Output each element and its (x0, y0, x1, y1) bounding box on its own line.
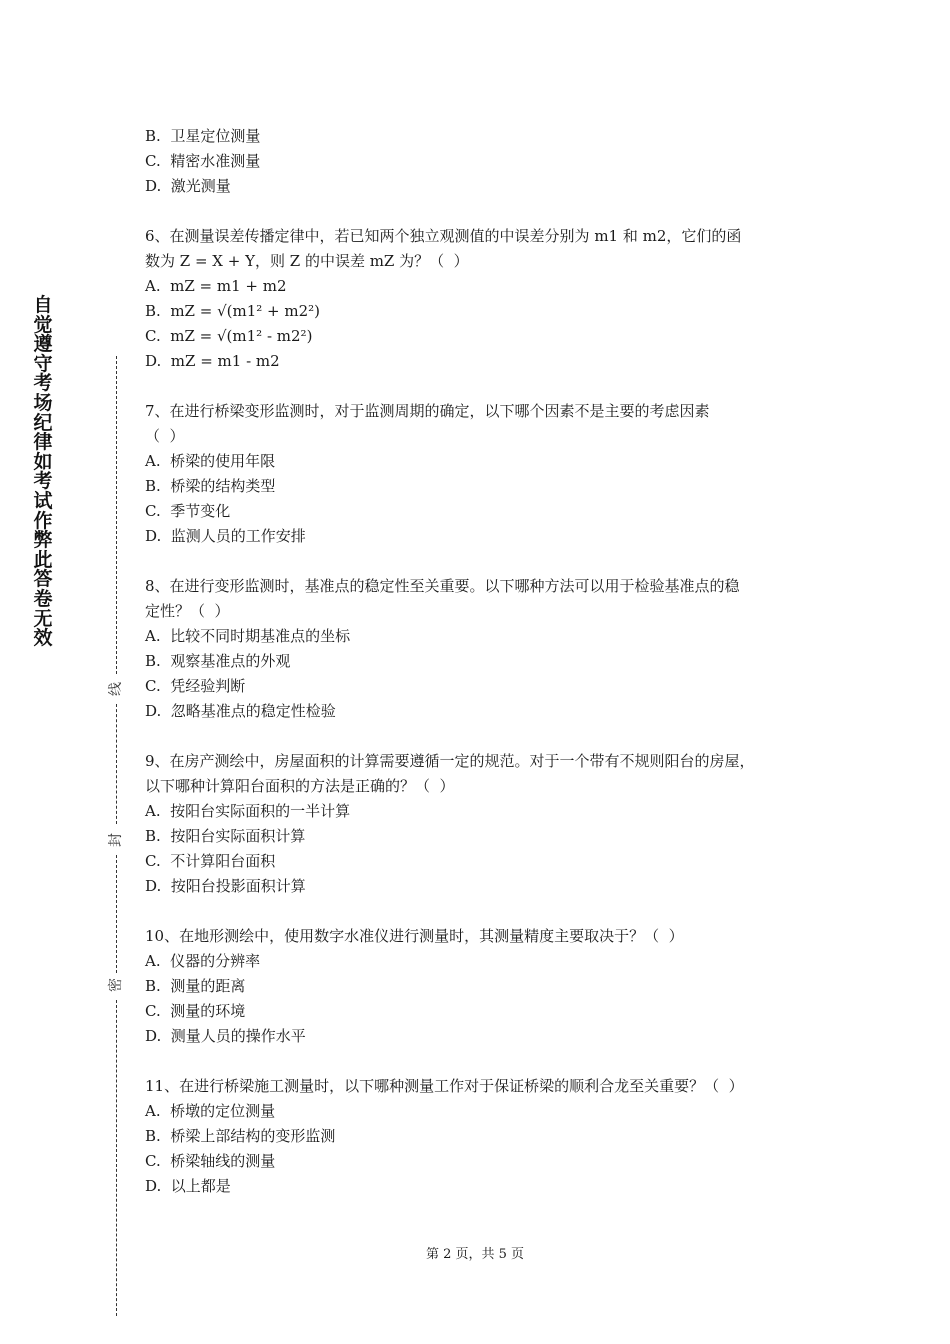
question-stem: 7、在进行桥梁变形监测时，对于监测周期的确定，以下哪个因素不是主要的考虑因素 (145, 402, 710, 420)
question-block (145, 924, 835, 1049)
page-number: 第 2 页，共 5 页 (425, 1247, 525, 1262)
question-stem: 11、在进行桥梁施工测量时，以下哪种测量工作对于保证桥梁的顺利合龙至关重要？（ ） (145, 1077, 744, 1095)
binding-line-segment (116, 855, 117, 973)
answer-option: A. 桥梁的使用年限 (145, 452, 276, 470)
question-stem: 6、在测量误差传播定律中，若已知两个独立观测值的中误差分别为 m1 和 m2，它们的函 (145, 227, 742, 245)
answer-option: C. 不计算阳台面积 (145, 852, 276, 870)
answer-option: C. 桥梁轴线的测量 (145, 1152, 276, 1170)
question-stem: 8、在进行变形监测时，基准点的稳定性至关重要。以下哪种方法可以用于检验基准点的稳 (145, 577, 740, 595)
seal-mark-seal: 封 (108, 833, 124, 847)
answer-option: B. 按阳台实际面积计算 (145, 827, 306, 845)
answer-option: A. 按阳台实际面积的一半计算 (145, 802, 351, 820)
question-block (145, 574, 835, 724)
answer-option: B. mZ = √(m1² + m2²) (145, 302, 321, 320)
answer-option: A. mZ = m1 + m2 (145, 277, 287, 295)
answer-option: C. 凭经验判断 (145, 677, 246, 695)
seal-mark-secret: 密 (108, 978, 124, 992)
question-block (145, 124, 835, 199)
answer-option: D. 测量人员的操作水平 (145, 1027, 306, 1045)
answer-option: C. 精密水准测量 (145, 152, 261, 170)
question-stem: （ ） (145, 427, 185, 445)
question-block (145, 224, 835, 374)
answer-option: D. 激光测量 (145, 177, 231, 195)
binding-line-segment (116, 356, 117, 674)
answer-option: D. 按阳台投影面积计算 (145, 877, 306, 895)
question-stem: 以下哪种计算阳台面积的方法是正确的？（ ） (145, 777, 455, 795)
question-list (145, 124, 835, 1224)
question-block (145, 1074, 835, 1199)
question-stem: 9、在房产测绘中，房屋面积的计算需要遵循一定的规范。对于一个带有不规则阳台的房屋， (145, 752, 755, 770)
answer-option: C. 季节变化 (145, 502, 231, 520)
binding-line-segment (116, 704, 117, 824)
exam-discipline-notice: 自觉遵守考场纪律如考试作弊此答卷无效 (33, 294, 53, 650)
binding-line-segment (116, 1000, 117, 1316)
answer-option: D. 以上都是 (145, 1177, 231, 1195)
answer-option: B. 观察基准点的外观 (145, 652, 291, 670)
answer-option: B. 卫星定位测量 (145, 127, 261, 145)
answer-option: B. 桥梁的结构类型 (145, 477, 276, 495)
answer-option: B. 桥梁上部结构的变形监测 (145, 1127, 336, 1145)
answer-option: C. mZ = √(m1² - m2²) (145, 327, 313, 345)
question-stem: 定性？（ ） (145, 602, 230, 620)
question-block (145, 399, 835, 549)
answer-option: D. 监测人员的工作安排 (145, 527, 306, 545)
answer-option: A. 仪器的分辨率 (145, 952, 261, 970)
answer-option: C. 测量的环境 (145, 1002, 246, 1020)
question-block (145, 749, 835, 899)
question-stem: 10、在地形测绘中，使用数字水准仪进行测量时，其测量精度主要取决于？（ ） (145, 927, 684, 945)
answer-option: A. 桥墩的定位测量 (145, 1102, 276, 1120)
question-stem: 数为 Z = X + Y，则 Z 的中误差 mZ 为？（ ） (145, 252, 469, 270)
seal-mark-line: 线 (108, 682, 124, 696)
answer-option: D. 忽略基准点的稳定性检验 (145, 702, 336, 720)
answer-option: D. mZ = m1 - m2 (145, 352, 280, 370)
answer-option: B. 测量的距离 (145, 977, 246, 995)
answer-option: A. 比较不同时期基准点的坐标 (145, 627, 351, 645)
